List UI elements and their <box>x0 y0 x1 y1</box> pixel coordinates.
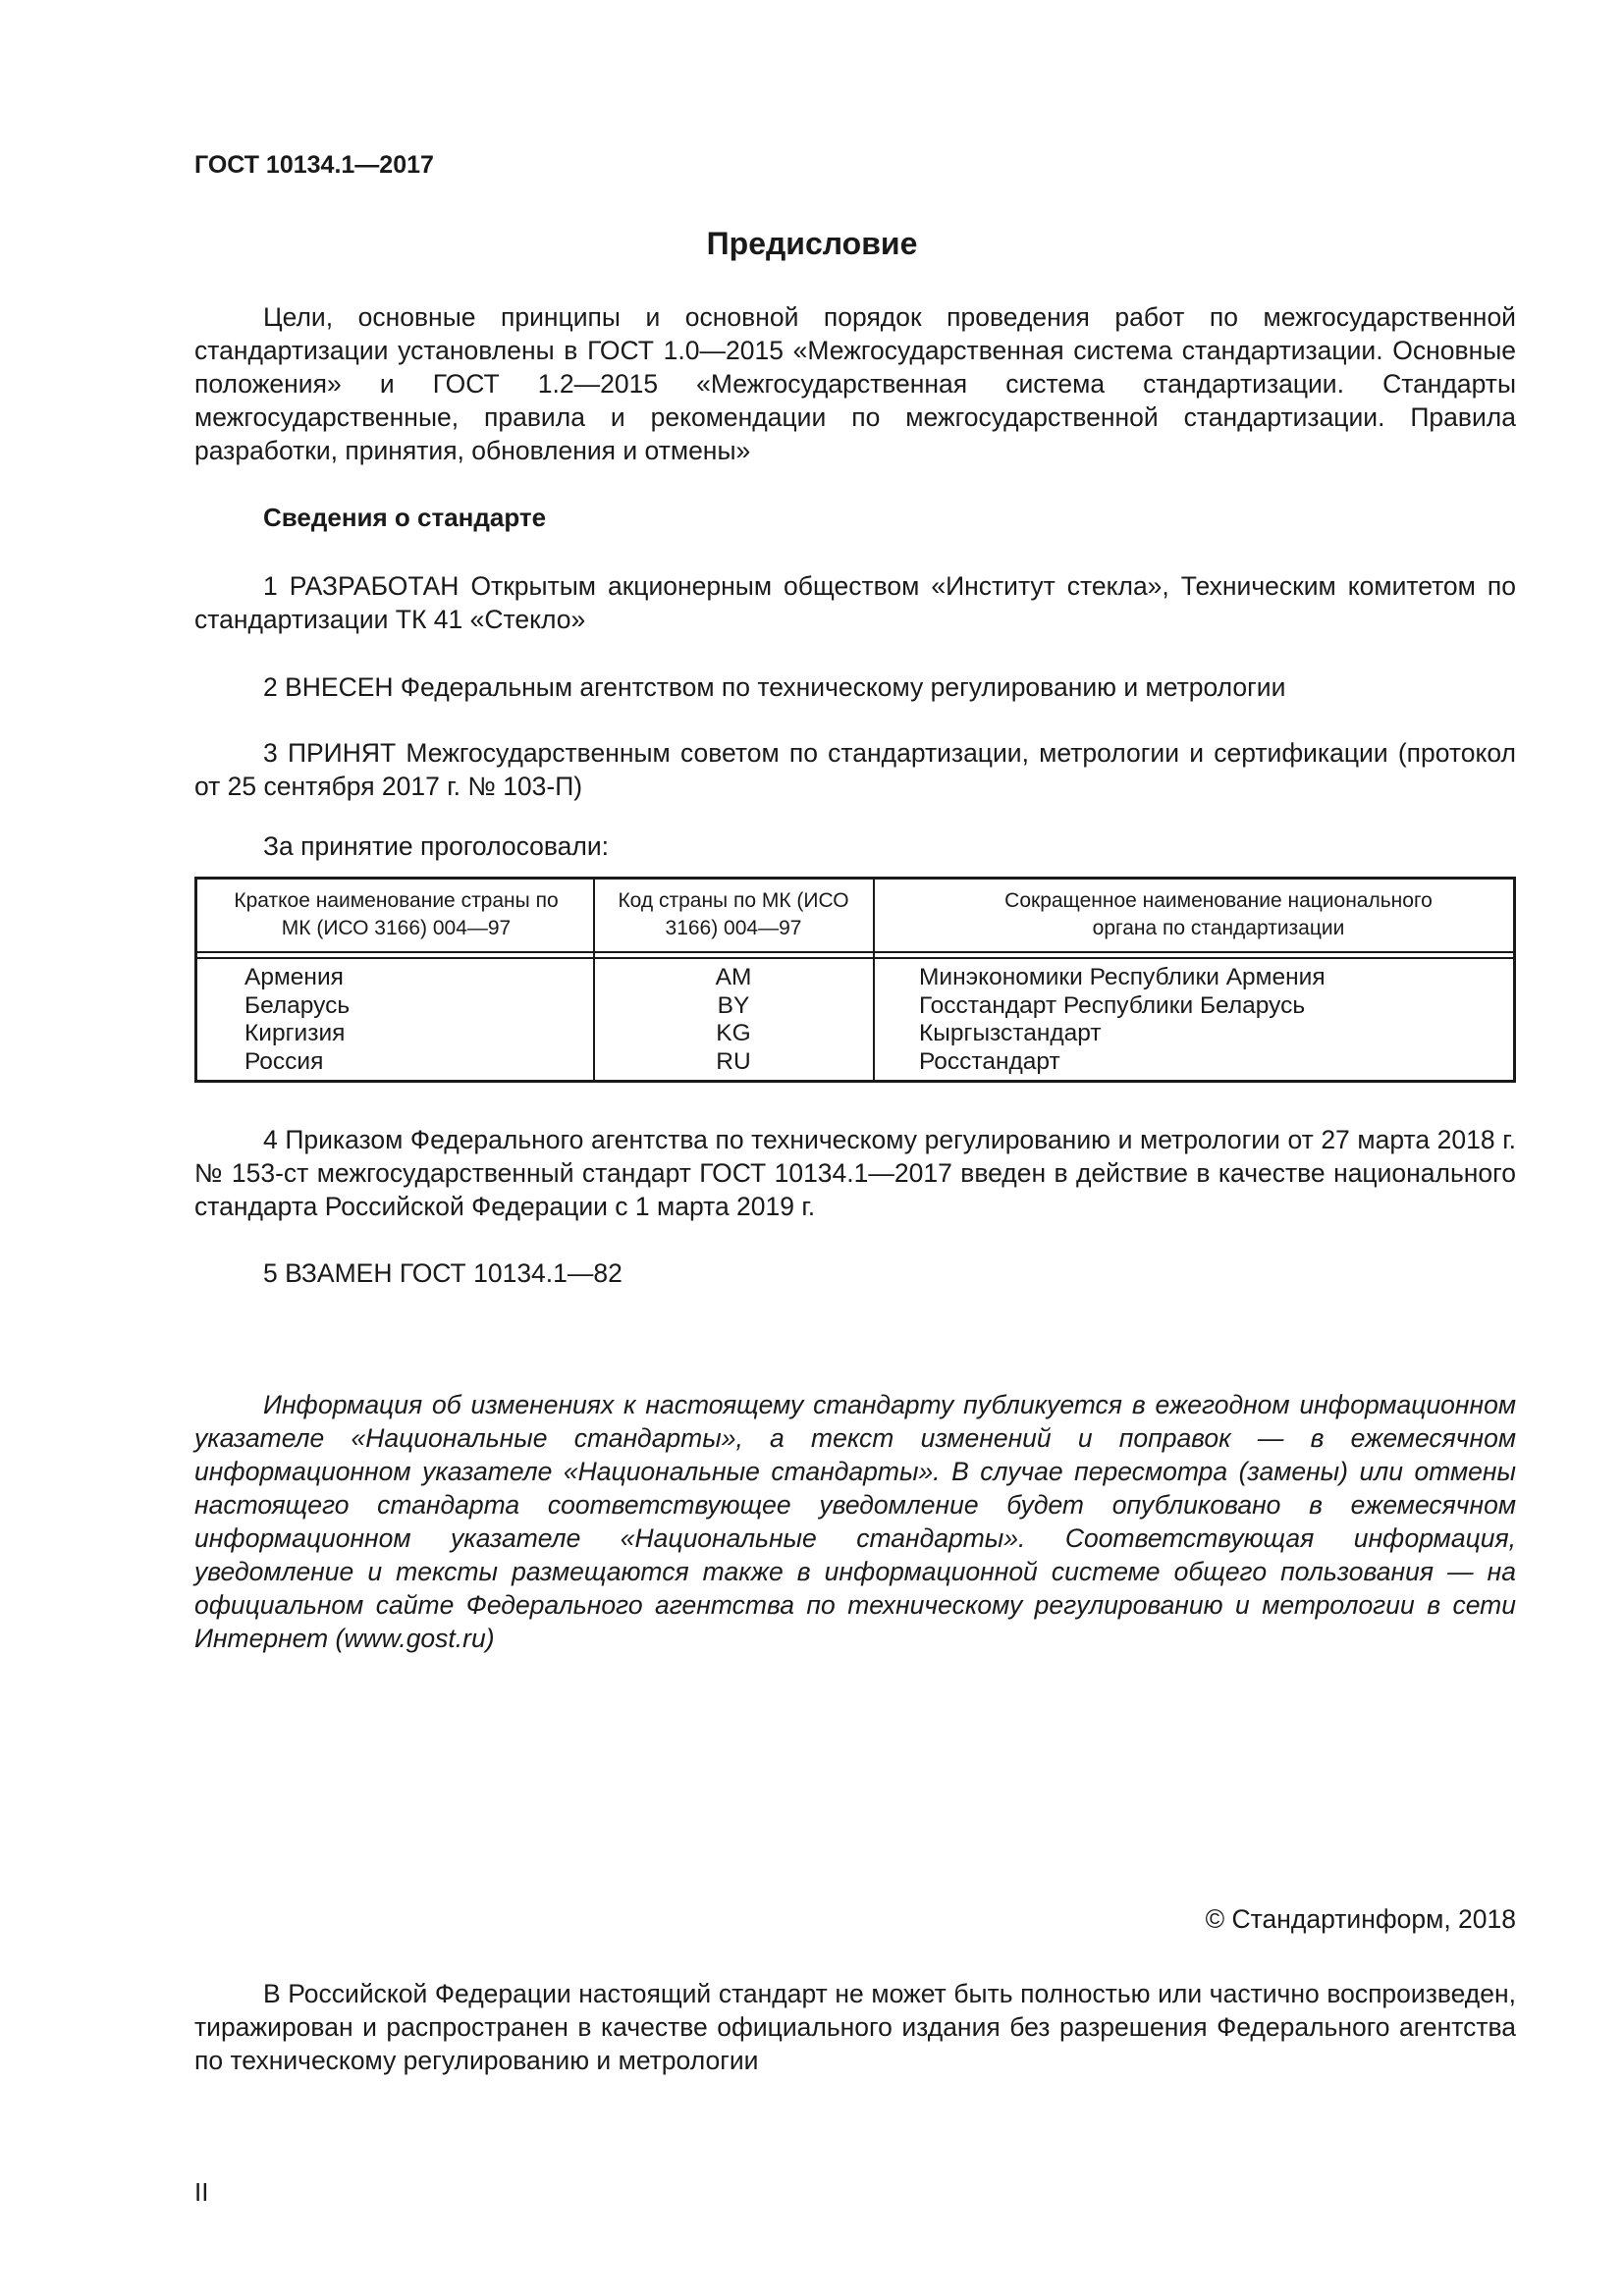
info-note-paragraph: Информация об изменениях к настоящему стандарту публикуется в ежегодном информационном указателе «Национальные стандарты», а текст изменений и поправок — в ежемесячном информационном указателе «Национальные стандарты». В случае пересмотра (замены) или отмены настоящего стандарта соответствующее уведомление будет опубликовано в ежемесячном информационном указателе «Национальные стандарты». Соответствующая информация, уведомление и тексты размещаются также в информационной системе общего пользования — на официальном сайте Федерального агентства по техническому регулированию и метрологии в сети Интернет (www.gost.ru) <box>194 1390 1516 1653</box>
table-cell-country: Россия <box>244 1047 324 1075</box>
item-2-paragraph: 2 ВНЕСЕН Федеральным агентством по техническому регулированию и метрологии <box>263 672 1286 702</box>
table-cell-body: Росстандарт <box>919 1047 1060 1075</box>
table-divider <box>873 880 875 1080</box>
section-heading: Сведения о стандарте <box>263 503 547 532</box>
table-cell-country: Беларусь <box>244 991 351 1019</box>
table-divider <box>197 957 1513 959</box>
voted-label: За принятие проголосовали: <box>263 831 610 861</box>
item-3-paragraph: 3 ПРИНЯТ Межгосударственным советом по стандартизации, метрологии и сертификации (протокол от 25 сентября 2017 г. № 103-П) <box>194 738 1516 801</box>
voting-table <box>194 877 1516 1083</box>
document-code: ГОСТ 10134.1—2017 <box>194 151 434 179</box>
table-divider <box>197 951 1513 953</box>
table-cell-country: Киргизия <box>244 1020 346 1046</box>
table-cell-country: Армения <box>244 964 344 990</box>
intro-paragraph: Цели, основные принципы и основной порядок проведения работ по межгосударственной стандартизации установлены в ГОСТ 1.0—2015 «Межгосударственная система стандартизации. Основные положения» и ГОСТ 1.2—2015 «Межгосударственная система стандартизации. Стандарты межгосударственные, правила и рекомендации по межгосударственной стандартизации. Правила разработки, принятия, обновления и отмены» <box>194 302 1516 465</box>
item-4-paragraph: 4 Приказом Федерального агентства по техническому регулированию и метрологии от 27 марта 2018 г. № 153-ст межгосударственный стандарт ГОСТ 10134.1—2017 введен в действие в качестве национального стандарта Российской Федерации с 1 марта 2019 г. <box>194 1125 1516 1221</box>
table-cell-code: AM <box>715 964 752 990</box>
table-cell-body: Госстандарт Республики Беларусь <box>919 991 1306 1019</box>
copyright: © Стандартинформ, 2018 <box>1205 1904 1516 1934</box>
table-header-country: Краткое наименование страны по МК (ИСО 3166) 004—97 <box>234 889 559 939</box>
legal-note-paragraph: В Российской Федерации настоящий стандарт не может быть полностью или частично воспроизведен, тиражирован и распространен в качестве официального издания без разрешения Федерального агентства по техническому регулированию и метрологии <box>194 1979 1516 2075</box>
table-cell-code: RU <box>716 1047 751 1075</box>
table-cell-body: Кыргызстандарт <box>919 1020 1102 1046</box>
table-header-body: Сокращенное наименование национального органа по стандартизации <box>1004 889 1433 939</box>
table-header-code: Код страны по МК (ИСО 3166) 004—97 <box>618 889 849 939</box>
table-cell-code: KG <box>716 1020 751 1046</box>
table-cell-body: Минэкономики Республики Армения <box>919 964 1326 990</box>
page-number: II <box>194 2177 209 2207</box>
page-title: Предисловие <box>706 226 918 261</box>
item-5-paragraph: 5 ВЗАМЕН ГОСТ 10134.1—82 <box>263 1258 623 1288</box>
item-1-paragraph: 1 РАЗРАБОТАН Открытым акционерным обществом «Институт стекла», Техническим комитетом по стандартизации ТК 41 «Стекло» <box>194 571 1516 634</box>
table-cell-code: BY <box>717 991 750 1019</box>
